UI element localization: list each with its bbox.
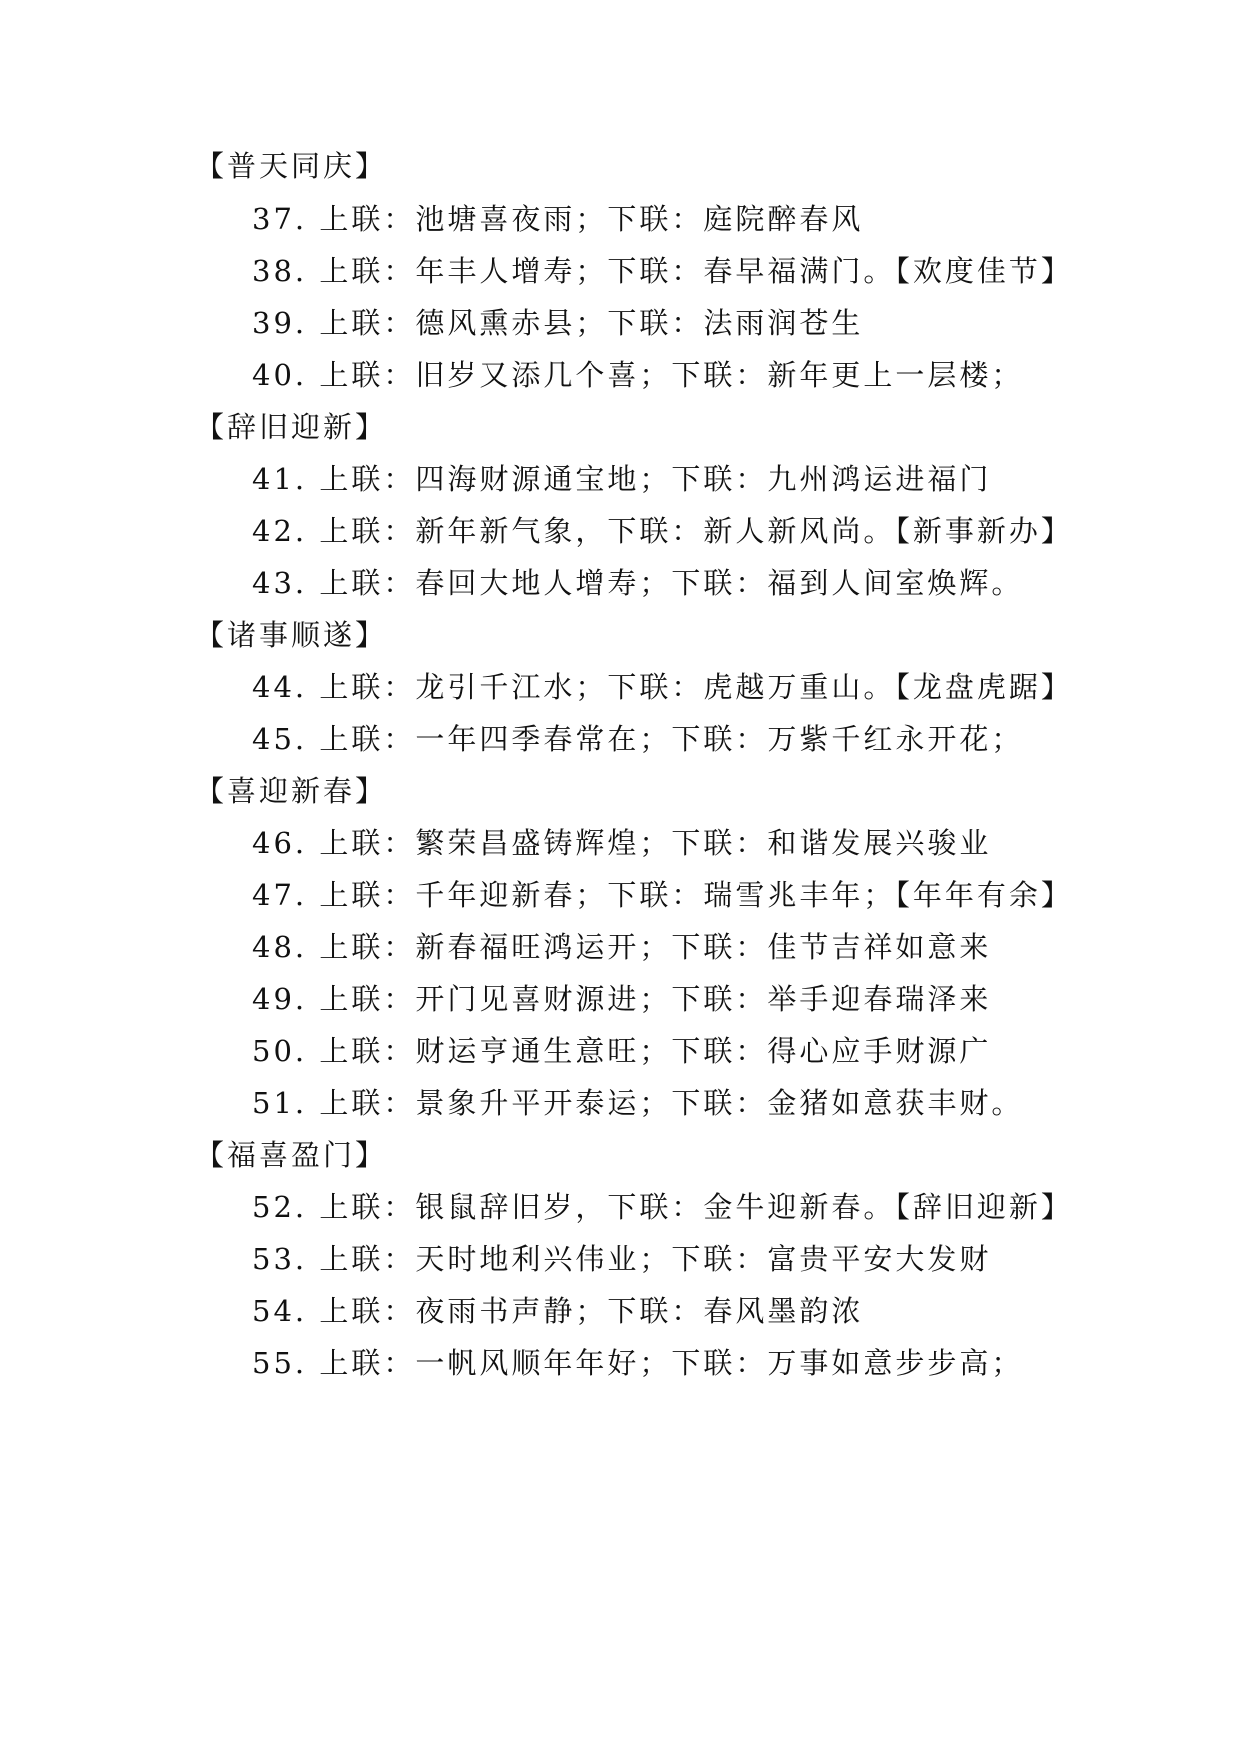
section-heading: 【福喜盈门】 xyxy=(195,1138,388,1172)
couplet-line: 48. 上联：新春福旺鸿运开；下联：佳节吉祥如意来 xyxy=(252,930,992,964)
section-heading: 【喜迎新春】 xyxy=(195,774,388,808)
section-heading: 【普天同庆】 xyxy=(195,149,388,183)
couplet-line: 46. 上联：繁荣昌盛铸辉煌；下联：和谐发展兴骏业 xyxy=(252,826,992,860)
couplet-line: 52. 上联：银鼠辞旧岁，下联：金牛迎新春。【辞旧迎新】 xyxy=(252,1190,1073,1224)
couplet-line: 39. 上联：德风熏赤县；下联：法雨润苍生 xyxy=(252,306,864,340)
couplet-line: 50. 上联：财运亨通生意旺；下联：得心应手财源广 xyxy=(252,1034,992,1068)
couplet-line: 41. 上联：四海财源通宝地；下联：九州鸿运进福门 xyxy=(252,462,992,496)
couplet-line: 49. 上联：开门见喜财源进；下联：举手迎春瑞泽来 xyxy=(252,982,992,1016)
couplet-line: 47. 上联：千年迎新春；下联：瑞雪兆丰年；【年年有余】 xyxy=(252,878,1073,912)
couplet-line: 44. 上联：龙引千江水；下联：虎越万重山。【龙盘虎踞】 xyxy=(252,670,1073,704)
couplet-line: 42. 上联：新年新气象，下联：新人新风尚。【新事新办】 xyxy=(252,514,1073,548)
couplet-line: 55. 上联：一帆风顺年年好；下联：万事如意步步高； xyxy=(252,1346,1024,1380)
section-heading: 【诸事顺遂】 xyxy=(195,618,388,652)
couplet-line: 40. 上联：旧岁又添几个喜；下联：新年更上一层楼； xyxy=(252,358,1024,392)
couplet-line: 45. 上联：一年四季春常在；下联：万紫千红永开花； xyxy=(252,722,1024,756)
couplet-line: 53. 上联：天时地利兴伟业；下联：富贵平安大发财 xyxy=(252,1242,992,1276)
couplet-line: 37. 上联：池塘喜夜雨；下联：庭院醉春风 xyxy=(252,202,864,236)
section-heading: 【辞旧迎新】 xyxy=(195,410,388,444)
couplet-line: 54. 上联：夜雨书声静；下联：春风墨韵浓 xyxy=(252,1294,864,1328)
couplet-line: 43. 上联：春回大地人增寿；下联：福到人间室焕辉。 xyxy=(252,566,1024,600)
couplet-line: 38. 上联：年丰人增寿；下联：春早福满门。【欢度佳节】 xyxy=(252,254,1073,288)
couplet-line: 51. 上联：景象升平开泰运；下联：金猪如意获丰财。 xyxy=(252,1086,1024,1120)
